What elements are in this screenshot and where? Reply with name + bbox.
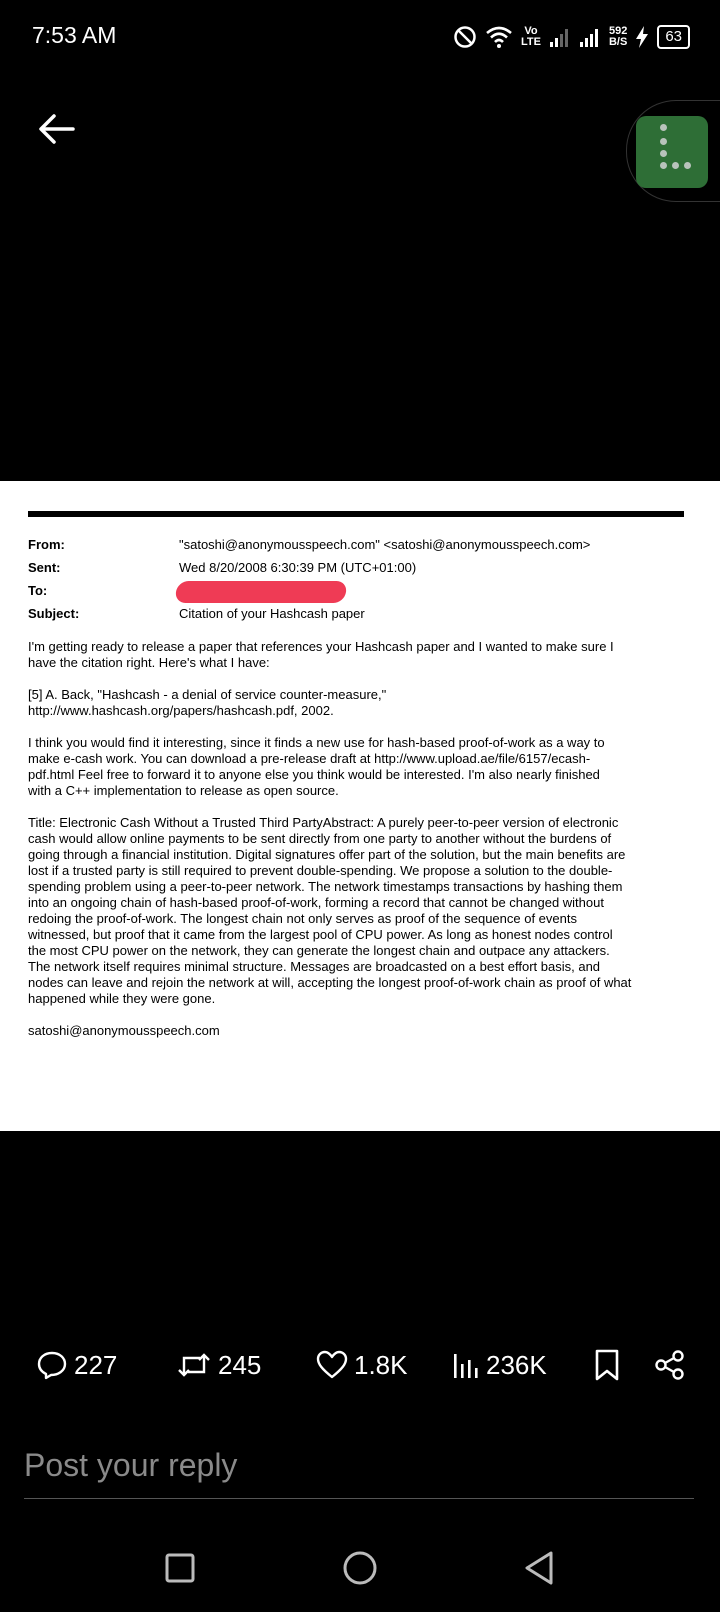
email-signature: satoshi@anonymousspeech.com xyxy=(28,1023,220,1038)
email-document-image[interactable] xyxy=(0,481,720,1131)
share-icon xyxy=(654,1349,686,1381)
header-value: Wed 8/20/2008 6:30:39 PM (UTC+01:00) xyxy=(179,560,417,575)
header-label: To: xyxy=(28,583,48,598)
email-paragraph: I think you would find it interesting, since it finds a new use for hash-based proof-of-work as a way to make e-cash work. You can download a pre-release draft at http://www.upload.ae/file/6157/ecash- pdf.html Feel free to forward it to anyone else you think would be interested. I'm also nearly finished with a C++ implementation to release as open source. xyxy=(28,735,605,798)
header-value: "satoshi@anonymousspeech.com" <satoshi@anonymousspeech.com> xyxy=(179,537,591,552)
status-icons xyxy=(453,22,690,52)
email-header-from xyxy=(28,537,688,555)
network-speed: 592 B/S xyxy=(608,25,628,48)
reply-button[interactable] xyxy=(36,1340,117,1390)
menu-dot-icon xyxy=(660,138,667,145)
home-button[interactable] xyxy=(335,1543,385,1593)
document-header-rule xyxy=(28,511,684,517)
wifi-icon xyxy=(485,25,513,49)
header-label: Sent: xyxy=(28,560,61,575)
charging-bolt-icon xyxy=(635,26,649,48)
views-button[interactable] xyxy=(452,1340,547,1390)
reply-bubble-icon xyxy=(36,1349,68,1381)
battery-level: 63 xyxy=(657,25,690,49)
repost-button[interactable] xyxy=(176,1340,261,1390)
signal-1-icon xyxy=(549,26,571,48)
redaction-mark xyxy=(174,581,347,603)
share-button[interactable] xyxy=(654,1340,686,1390)
heart-icon xyxy=(316,1350,348,1380)
analytics-bars-icon xyxy=(452,1350,480,1380)
email-paragraph: I'm getting ready to release a paper that references your Hashcash paper and I wanted to make sure I have the citation right. Here's what I have: xyxy=(28,639,614,670)
floating-menu-button[interactable] xyxy=(636,116,708,188)
status-time: 7:53 AM xyxy=(32,22,117,48)
menu-dot-icon xyxy=(660,150,667,157)
header-label: From: xyxy=(28,537,65,552)
back-button[interactable] xyxy=(36,108,78,150)
status-bar xyxy=(0,0,720,72)
nav-back-button[interactable] xyxy=(515,1543,565,1593)
email-paragraph-citation: [5] A. Back, "Hashcash - a denial of service counter-measure," http://www.hashcash.org/papers/hashcash.pdf, 2002. xyxy=(28,687,387,718)
repost-icon xyxy=(176,1349,212,1381)
system-nav-bar xyxy=(0,1535,720,1595)
volte-indicator: Vo LTE xyxy=(520,25,541,48)
email-paragraph-abstract: Title: Electronic Cash Without a Trusted Third PartyAbstract: A purely peer-to-peer version of electronic cash would allow online payments to be sent directly from one party to another without the burdens of going through a financial institution. Digital signatures offer part of the solution, but the main benefits are lost if a trusted party is still required to prevent double-spending. We propose a solution to the double- spending problem using a peer-to-peer network. The network timestamps transactions by hashing them into an ongoing chain of hash-based proof-of-work, forming a record that cannot be changed without redoing the proof-of-work. The longest chain not only serves as proof of the sequence of events witnessed, but proof that it came from the largest pool of CPU power. As long as honest nodes control the most CPU power on the network, they can generate the longest chain and outpace any attackers. The network itself requires minimal structure. Messages are broadcasted on a best effort basis, and nodes can leave and rejoin the network at will, accepting the longest proof-of-work chain as proof of what happened while they were gone. xyxy=(28,815,632,1006)
square-icon xyxy=(155,1543,205,1593)
bookmark-icon xyxy=(594,1348,620,1382)
do-not-disturb-icon xyxy=(453,25,477,49)
header-value: Citation of your Hashcash paper xyxy=(179,606,365,621)
email-header-to xyxy=(28,583,688,601)
like-button[interactable] xyxy=(316,1340,408,1390)
reply-input[interactable] xyxy=(24,1440,694,1499)
tweet-action-bar xyxy=(0,1340,720,1390)
recent-apps-button[interactable] xyxy=(155,1543,205,1593)
signal-2-icon xyxy=(579,26,601,48)
views-count: 236K xyxy=(486,1349,547,1380)
menu-dot-icon xyxy=(684,162,691,169)
repost-count: 245 xyxy=(218,1349,262,1380)
like-count: 1.8K xyxy=(354,1349,408,1380)
menu-dot-icon xyxy=(672,162,679,169)
arrow-left-icon xyxy=(36,108,78,150)
header-label: Subject: xyxy=(28,606,80,621)
triangle-back-icon xyxy=(515,1543,565,1593)
email-header-subject xyxy=(28,606,688,624)
reply-count: 227 xyxy=(74,1349,118,1380)
menu-dot-icon xyxy=(660,162,667,169)
bookmark-button[interactable] xyxy=(594,1340,620,1390)
email-header-sent xyxy=(28,560,688,578)
menu-dot-icon xyxy=(660,124,667,131)
circle-icon xyxy=(335,1543,385,1593)
